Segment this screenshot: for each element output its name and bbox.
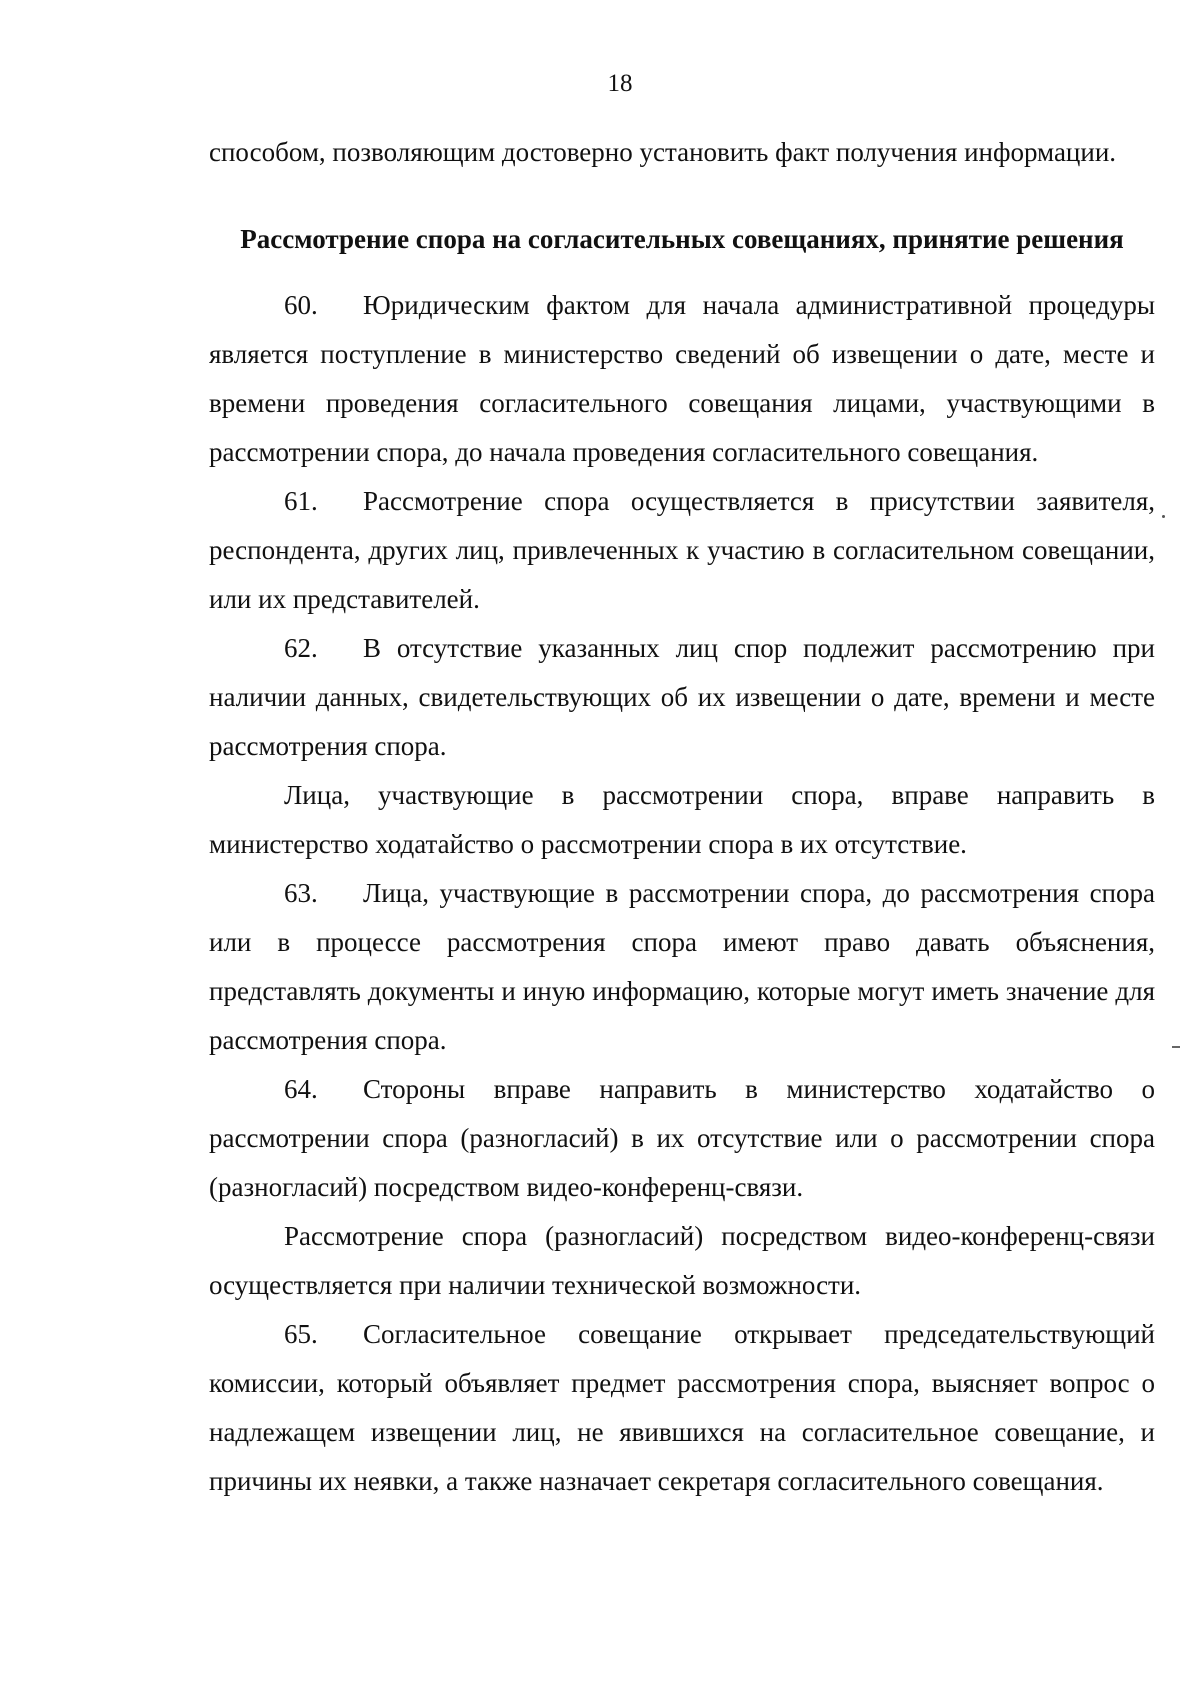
paragraph-text: Согласительное совещание открывает председательствующий комиссии, который объявляет предмет рассмотрения спора, выясняет вопрос о надлежащем извещении лиц, не явившихся на согласительное совещание, и причины их неявки, а также назначает секретаря согласительного совещания. — [209, 1319, 1155, 1496]
paragraph-number: 63. — [284, 878, 318, 908]
paragraph-64 — [209, 1065, 1155, 1212]
paragraph-text: Рассмотрение спора осуществляется в присутствии заявителя, респондента, других лиц, привлеченных к участию в согласительном совещании, или их представителей. — [209, 486, 1155, 614]
paragraph-number: 62. — [284, 633, 318, 663]
paragraph-62 — [209, 624, 1155, 771]
paragraph-number: 65. — [284, 1319, 318, 1349]
paragraph-text: Лица, участвующие в рассмотрении спора, вправе направить в министерство ходатайство о рассмотрении спора в их отсутствие. — [209, 780, 1155, 859]
paragraph-60 — [209, 281, 1155, 477]
intro-paragraph: способом, позволяющим достоверно установить факт получения информации. — [209, 137, 1117, 167]
paragraph-number: 61. — [284, 486, 318, 516]
section-heading: Рассмотрение спора на согласительных совещаниях, принятие решения — [240, 224, 1124, 254]
paragraph-64-continued — [209, 1212, 1155, 1310]
paragraph-text: Юридическим фактом для начала административной процедуры является поступление в министерство сведений об извещении о дате, месте и времени проведения согласительного совещания лицами, участвующими в рассмотрении спора, до начала проведения согласительного совещания. — [209, 290, 1155, 467]
paragraph-number: 60. — [284, 290, 318, 320]
document-body — [209, 128, 1155, 1506]
scan-dash — [1172, 1046, 1180, 1048]
paragraph-61 — [209, 477, 1155, 624]
paragraph-text: Рассмотрение спора (разногласий) посредством видео-конференц-связи осуществляется при наличии технической возможности. — [209, 1221, 1155, 1300]
paragraph-number: 64. — [284, 1074, 318, 1104]
paragraph-text: В отсутствие указанных лиц спор подлежит рассмотрению при наличии данных, свидетельствующих об их извещении о дате, времени и месте рассмотрения спора. — [209, 633, 1155, 761]
paragraph-text: Стороны вправе направить в министерство ходатайство о рассмотрении спора (разногласий) в их отсутствие или о рассмотрении спора (разногласий) посредством видео-конференц-связи. — [209, 1074, 1155, 1202]
paragraph-62-continued — [209, 771, 1155, 869]
paragraph-65 — [209, 1310, 1155, 1506]
page-number: 18 — [607, 70, 633, 97]
paragraph-63 — [209, 869, 1155, 1065]
paragraph-text: Лица, участвующие в рассмотрении спора, до рассмотрения спора или в процессе рассмотрения спора имеют право давать объяснения, представлять документы и иную информацию, которые могут иметь значение для рассмотрения спора. — [209, 878, 1155, 1055]
scan-speck — [1162, 515, 1165, 518]
